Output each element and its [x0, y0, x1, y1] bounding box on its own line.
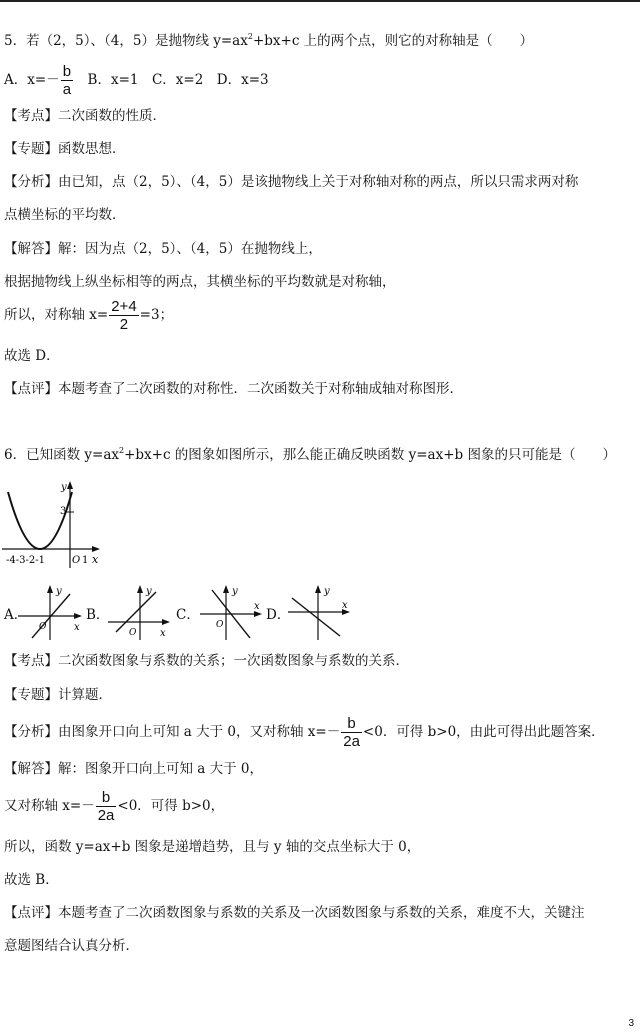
q5-dianping: 【点评】本题考查了二次函数的对称性．二次函数关于对称轴成轴对称图形．	[4, 381, 463, 397]
q6-option-d-graph	[284, 582, 354, 644]
q6-jieda-line3: 所以，函数 y=ax+b 图象是递增趋势，且与 y 轴的交点坐标大于 0，	[4, 839, 421, 855]
q6-option-c-label: C．	[176, 607, 200, 623]
q6-fenxi: 【分析】由图象开口向上可知 a 大于 0，又对称轴 x=－ $\frac{b}{2a}$ <0．可得 b>0，由此可得出此题答案．	[4, 715, 605, 750]
q5-axis-fraction: $\frac{2+4}{2}$	[111, 298, 137, 333]
q6-fenxi-fraction: $\frac{b}{2a}$	[343, 715, 360, 750]
q5-jieda-line4: 故选 D．	[4, 348, 60, 364]
parabola-y-label: y	[61, 482, 67, 493]
q5-jieda-line3: 所以，对称轴 x= $\frac{2+4}{2}$ =3；	[4, 298, 174, 333]
page-number: 3	[628, 1018, 634, 1029]
q6-option-b-graph	[104, 582, 174, 644]
q6-zhuanti: 【专题】计算题．	[4, 687, 112, 703]
q6-option-c-graph	[196, 582, 266, 644]
q5-fenxi-line2: 点横坐标的平均数．	[4, 207, 126, 223]
q5-kaodian: 【考点】二次函数的性质．	[4, 108, 166, 124]
option-c-y: y	[232, 586, 238, 597]
option-c-o: O	[216, 620, 224, 630]
option-c-x: x	[254, 601, 260, 612]
q6-jieda-line4: 故选 B．	[4, 872, 59, 888]
q5-stem: 5．若（2，5）、（4，5）是抛物线 $y=ax^2+bx+c$ 上的两个点，则它的对称轴是（ ）	[4, 32, 534, 49]
q6-option-a-graph	[14, 582, 84, 644]
q6-kaodian: 【考点】二次函数图象与系数的关系；一次函数图象与系数的关系．	[4, 653, 409, 669]
q6-parabola-graph	[2, 478, 102, 570]
q6-jieda-fraction: $\frac{b}{2a}$	[97, 789, 115, 824]
parabola-tick-3: 3	[60, 506, 67, 517]
q6-jieda-line1: 【解答】解：图象开口向上可知 a 大于 0，	[4, 761, 264, 777]
option-a-x: x	[74, 622, 80, 633]
q6-jieda-line2: 又对称轴 x=－ $\frac{b}{2a}$ <0．可得 b>0，	[4, 789, 225, 824]
q5-zhuanti: 【专题】函数思想．	[4, 141, 126, 157]
q5-jieda-line1: 【解答】解：因为点（2，5）、（4，5）在抛物线上，	[4, 241, 322, 257]
option-b-y: y	[146, 586, 152, 597]
q6-option-d-label: D．	[266, 607, 291, 623]
q5-options: A．x=－ $\frac{b}{a}$ B．x=1 C．x=2 D．x=3	[4, 63, 269, 98]
q5-jieda-line2: 根据抛物线上纵坐标相等的两点，其横坐标的平均数就是对称轴，	[4, 274, 396, 290]
option-d-x: x	[342, 600, 348, 611]
parabola-origin-label: O	[72, 555, 81, 566]
top-rule	[0, 0, 640, 2]
q5-option-a-fraction: $\frac{b}{a}$	[62, 63, 72, 98]
q5-fenxi-line1: 【分析】由已知，点（2，5）、（4，5）是该抛物线上关于对称轴对称的两点，所以只需求两对称	[4, 174, 579, 190]
option-b-x: x	[160, 628, 166, 639]
q6-dianping-line1: 【点评】本题考查了二次函数图象与系数的关系及一次函数图象与系数的关系，难度不大，关键注	[4, 905, 585, 921]
q6-dianping-line2: 意题图结合认真分析．	[4, 938, 139, 954]
option-d-y: y	[324, 586, 330, 597]
q6-stem: 6．已知函数 $y=ax^2+bx+c$ 的图象如图所示，那么能正确反映函数 y=ax+b 图象的只可能是（ ）	[4, 446, 616, 463]
parabola-tick-labels: -4-3-2-1	[6, 555, 45, 566]
q6-option-b-label: B．	[86, 607, 110, 623]
q6-option-a-label: A．	[4, 607, 28, 623]
parabola-x-label: x	[92, 553, 99, 566]
option-b-o: O	[129, 628, 137, 638]
parabola-tick-1: 1	[82, 555, 89, 566]
option-a-y: y	[56, 586, 62, 597]
option-a-o: O	[39, 622, 47, 632]
